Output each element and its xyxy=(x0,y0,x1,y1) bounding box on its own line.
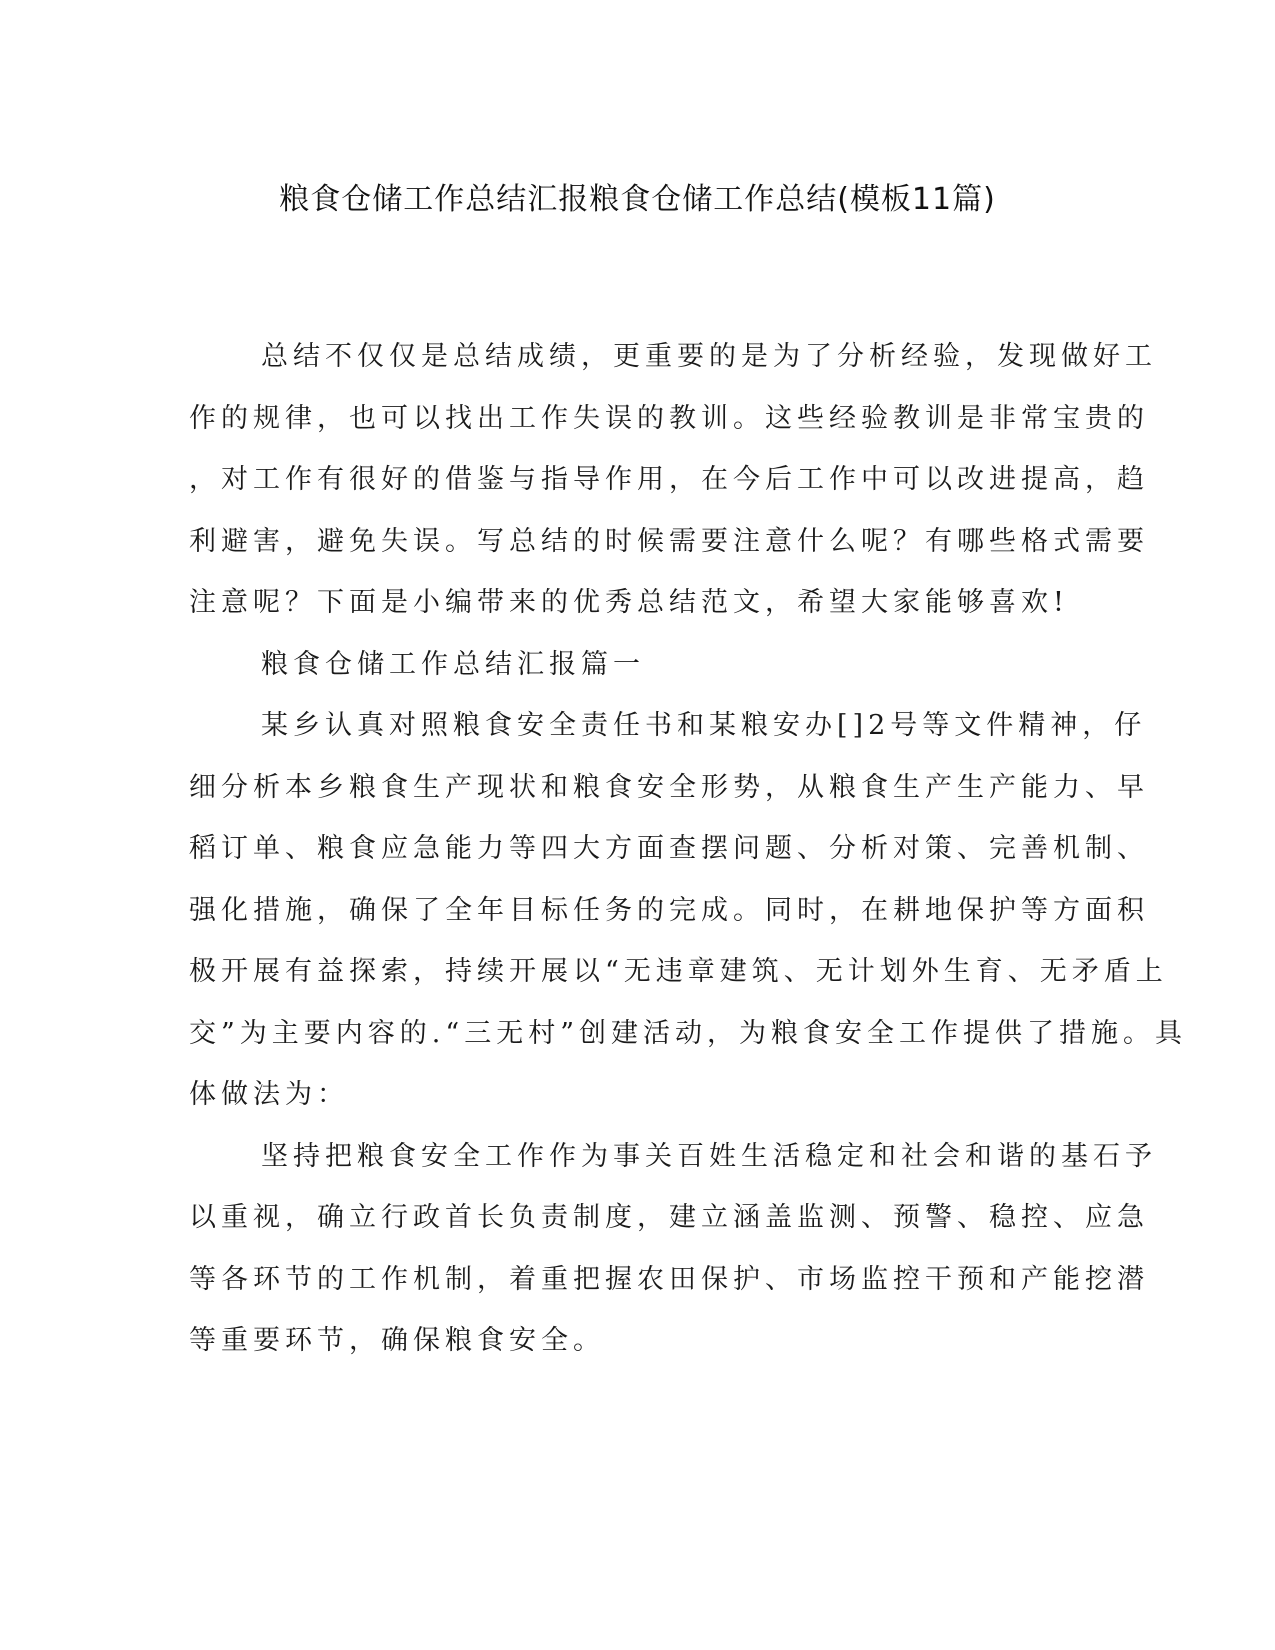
text-line: 极开展有益探索，持续开展以“无违章建筑、无计划外生育、无矛盾上 xyxy=(189,956,1168,987)
body-paragraph xyxy=(189,1126,1157,1372)
text-line: 细分析本乡粮食生产现状和粮食安全形势，从粮食生产生产能力、早 xyxy=(189,771,1149,803)
text-line: 等重要环节，确保粮食安全。 xyxy=(189,1325,605,1356)
text-line: ，对工作有很好的借鉴与指导作用，在今后工作中可以改进提高，趋 xyxy=(189,464,1149,495)
intro-paragraph xyxy=(189,326,1157,634)
text-line: 稻订单、粮食应急能力等四大方面查摆问题、分析对策、完善机制、 xyxy=(189,833,1149,864)
text-line: 总结不仅仅是总结成绩，更重要的是为了分析经验，发现做好工 xyxy=(261,341,1157,372)
document-body xyxy=(189,326,1187,1372)
text-line: 注意呢？下面是小编带来的优秀总结范文，希望大家能够喜欢! xyxy=(189,587,1069,618)
document-title: 粮食仓储工作总结汇报粮食仓储工作总结(模板11篇) xyxy=(279,182,996,217)
text-line: 交”为主要内容的.“三无村”创建活动，为粮食安全工作提供了措施。具 xyxy=(189,1017,1187,1049)
text-line: 作的规律，也可以找出工作失误的教训。这些经验教训是非常宝贵的 xyxy=(189,402,1149,434)
text-line: 利避害，避免失误。写总结的时候需要注意什么呢？有哪些格式需要 xyxy=(189,525,1149,557)
body-paragraph xyxy=(189,695,1187,1126)
text-line: 坚持把粮食安全工作作为事关百姓生活稳定和社会和谐的基石予 xyxy=(261,1140,1157,1172)
text-line: 某乡认真对照粮食安全责任书和某粮安办[]2号等文件精神，仔 xyxy=(261,710,1147,741)
text-line: 粮食仓储工作总结汇报篇一 xyxy=(261,648,645,680)
section-heading xyxy=(189,634,1079,696)
text-line: 等各环节的工作机制，着重把握农田保护、市场监控干预和产能挖潜 xyxy=(189,1263,1149,1295)
text-line: 体做法为： xyxy=(189,1079,349,1110)
text-line: 强化措施，确保了全年目标任务的完成。同时，在耕地保护等方面积 xyxy=(189,894,1149,926)
text-line: 以重视，确立行政首长负责制度，建立涵盖监测、预警、稳控、应急 xyxy=(189,1202,1149,1233)
